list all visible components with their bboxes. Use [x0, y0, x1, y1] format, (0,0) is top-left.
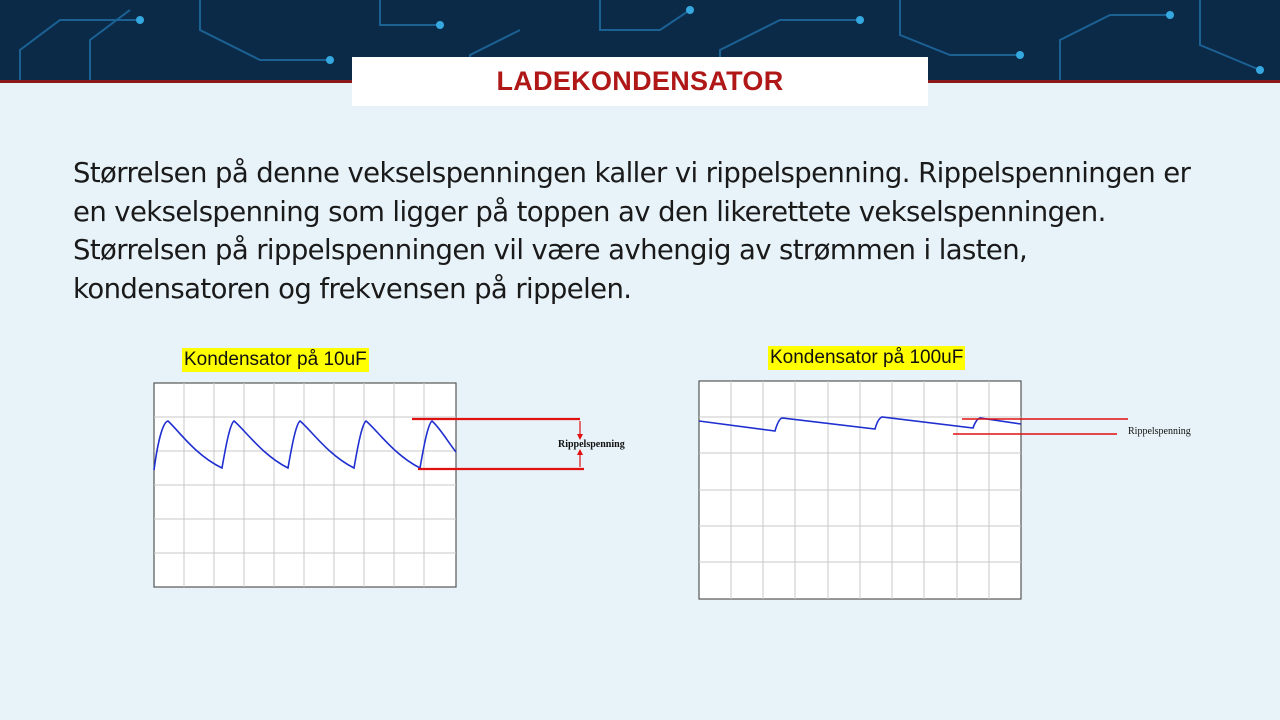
slide-title: LADEKONDENSATOR — [496, 66, 784, 96]
scope-10uf — [154, 383, 625, 587]
scope-100uf — [699, 381, 1191, 599]
ripple-label-left: Rippelspenning — [558, 439, 625, 450]
ripple-label-right: Rippelspenning — [1128, 426, 1191, 437]
label-10uf: Kondensator på 10uF — [184, 349, 367, 370]
label-100uf: Kondensator på 100uF — [770, 347, 964, 368]
body-paragraph: Størrelsen på denne vekselspenningen kaller vi rippelspenning. Rippelspenningen er en vekselspenning som ligger på toppen av den likerettete vekselspenningen. Størrelsen på rippelspenningen vil være avhengig av strømmen i lasten, kondensatoren og frekvensen på rippelen. — [73, 157, 1191, 305]
